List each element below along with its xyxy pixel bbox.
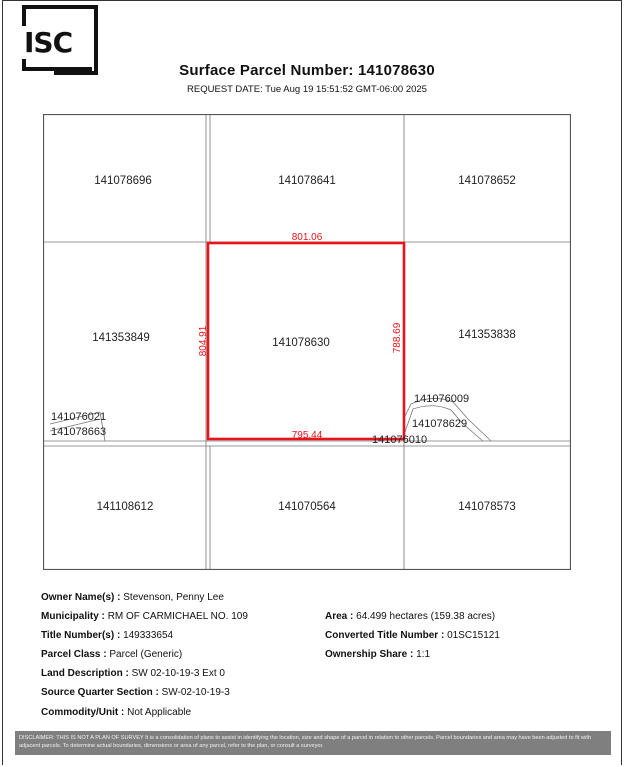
land-description-value: SW 02-10-19-3 Ext 0 xyxy=(131,668,225,679)
disclaimer: DISCLAIMER: THIS IS NOT A PLAN OF SURVEY It is a consolidation of plans to assist in identifying the location, size and shape of a parcel in relation to other parcels. Parcel boundaries and area may have been adjusted to fit with adjacent parcels. To determine actual boundaries, dimensions or area of any parcel, refer to the plan, or consult a surveyor. xyxy=(15,731,611,755)
ownership-share-value: 1:1 xyxy=(416,649,431,660)
title-number-label: Title Number(s) : xyxy=(41,630,121,641)
municipality-value: RM OF CARMICHAEL NO. 109 xyxy=(107,611,248,622)
municipality-label: Municipality : xyxy=(41,611,105,622)
parcel-label-e: 141353838 xyxy=(458,329,516,341)
parcel-label-n: 141078641 xyxy=(278,175,336,187)
parcel-map xyxy=(43,114,571,570)
source-quarter-row xyxy=(41,687,230,698)
parcel-label-center: 141078630 xyxy=(272,337,330,349)
commodity-value: Not Applicable xyxy=(127,707,192,718)
converted-title-row xyxy=(325,630,500,641)
parcel-label-se: 141078573 xyxy=(458,501,516,513)
parcel-label-small-e3: 141076010 xyxy=(372,434,428,446)
parcel-class-row xyxy=(41,649,182,660)
parcel-label-small-e1: 141076009 xyxy=(414,393,470,405)
area-row xyxy=(325,611,495,622)
dimension-bottom: 795.44 xyxy=(291,430,323,441)
area-label: Area : xyxy=(325,611,354,622)
commodity-label: Commodity/Unit : xyxy=(41,707,125,718)
owner-row xyxy=(41,592,224,603)
source-quarter-label: Source Quarter Section : xyxy=(41,687,159,698)
request-date: REQUEST DATE: Tue Aug 19 15:51:52 GMT-06:00 2025 xyxy=(187,84,427,95)
parcel-label-w: 141353849 xyxy=(92,332,150,344)
land-description-label: Land Description : xyxy=(41,668,129,679)
parcel-label-small-w1: 141076021 xyxy=(51,411,107,423)
commodity-row xyxy=(41,707,191,718)
municipality-row xyxy=(41,611,248,622)
owner-value: Stevenson, Penny Lee xyxy=(123,592,224,603)
land-description-row xyxy=(41,668,225,679)
parcel-label-nw: 141078696 xyxy=(94,175,152,187)
dimension-right: 788.69 xyxy=(392,322,403,354)
logo-text: ISC xyxy=(24,26,73,59)
ownership-share-label: Ownership Share : xyxy=(325,649,414,660)
parcel-label-small-w2: 141078663 xyxy=(51,426,107,438)
parcel-label-s: 141070564 xyxy=(278,501,336,513)
title-number-value: 149333654 xyxy=(123,630,174,641)
page-title: Surface Parcel Number: 141078630 xyxy=(179,62,435,79)
dimension-left: 804.91 xyxy=(198,325,209,357)
converted-title-label: Converted Title Number : xyxy=(325,630,445,641)
owner-label: Owner Name(s) : xyxy=(41,592,121,603)
dimension-top: 801.06 xyxy=(291,232,323,243)
title-number-row xyxy=(41,630,173,641)
converted-title-value: 01SC15121 xyxy=(447,630,500,641)
source-quarter-value: SW-02-10-19-3 xyxy=(161,687,230,698)
parcel-label-small-e2: 141078629 xyxy=(412,418,468,430)
area-value: 64.499 hectares (159.38 acres) xyxy=(356,611,496,622)
parcel-label-ne: 141078652 xyxy=(458,175,516,187)
parcel-class-label: Parcel Class : xyxy=(41,649,107,660)
parcel-label-sw: 141108612 xyxy=(96,501,154,513)
parcel-class-value: Parcel (Generic) xyxy=(109,649,183,660)
ownership-share-row xyxy=(325,649,430,660)
